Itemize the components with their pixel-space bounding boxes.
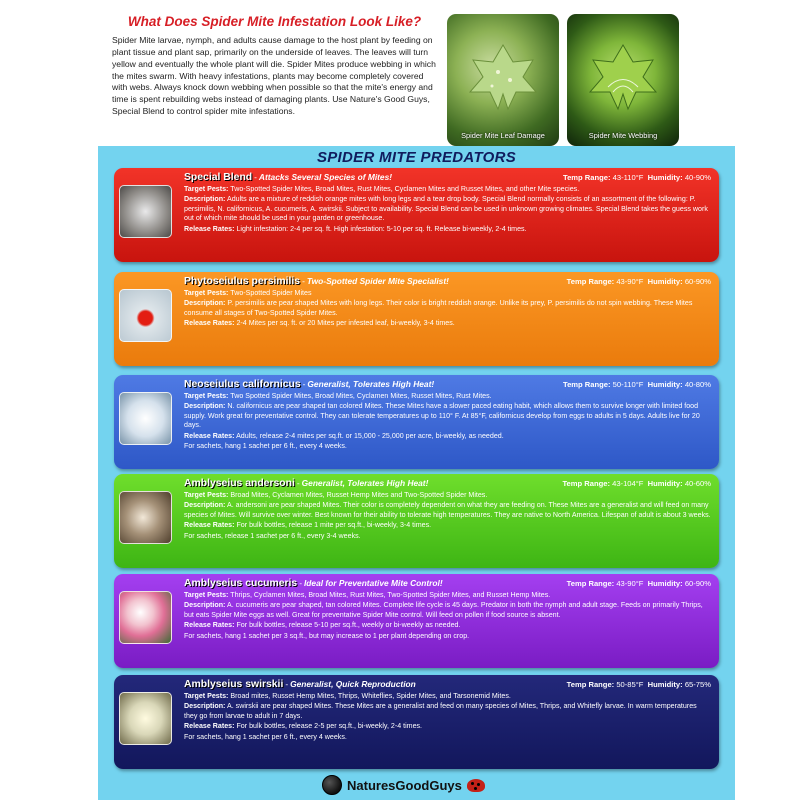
predator-name: Amblyseius cucumeris xyxy=(184,578,298,589)
release-rates: 2-4 Mites per sq. ft. or 20 Mites per infested leaf, bi-weekly, 3-4 times. xyxy=(236,319,455,328)
leaf-icon xyxy=(468,42,538,112)
target-pests: Two Spotted Spider Mites, Broad Mites, Cyclamen Mites, Russet Mites, Rust Mites. xyxy=(230,392,492,400)
temp-range: 50-110°F xyxy=(612,380,644,389)
photo-caption: Spider Mite Webbing xyxy=(588,131,658,140)
description: A. andersoni are pear shaped Mites. Their color is completely dependent on what they are feeding on. These Mites are a generalist and will feed on many species of Mites. Will survive over winter. Best known for their ability to tolerate high temperatures. They are native to North America. Lifespan of adult is about 3 weeks. xyxy=(184,501,711,519)
sachet-note: For sachets, hang 1 sachet per 6 ft., every 4 weeks. xyxy=(184,442,347,451)
release-rates: For bulk bottles, release 2-5 per sq.ft., bi-weekly, 2-4 times. xyxy=(236,722,423,731)
globe-icon xyxy=(322,775,342,795)
intro-text: Spider Mite larvae, nymph, and adults cause damage to the host plant by feeding on plant tissue and plant sap, primarily on the underside of leaves. The leaves will turn yellow and eventually the whole plant will die. Spider Mites produce webbing in which the mites swarm. With heavy infestations, plants may become completely covered with webs. Always knock down webbing when possible so that the mite's energy and time is spent rebuilding webs instead of damaging plants. Use Nature's Good Guys, Special Blend to control spider mite infestations. xyxy=(112,35,436,117)
predator-card: Special Blend - Attacks Several Species of Mites! Temp Range: 43-110°F Humidity: 40-90% Target Pests: Two-Spotted Spider Mites, Broad Mites, Rust Mites, Cyclamen Mites and Russet Mites, and other Mite species. Description: Adults are a mixture of reddish orange mites with long legs and a tear drop body. Special Blend normally consists of an assortment of the following: P. persimilis, N. californicus, A. cucumeris, A. swirskii. Subject to availability. Special Blend can be used in unknown growing climates. Special Blend takes the guess work out of which mite should be used in your garden or greenhouse. Release Rates: Light infestation: 2-4 per sq. ft. High infestation: 5-10 per sq. ft. Release bi-weekly, 2-4 times. xyxy=(114,168,719,262)
target-pests: Two-Spotted Spider Mites xyxy=(230,289,312,297)
target-pests: Two-Spotted Spider Mites, Broad Mites, Rust Mites, Cyclamen Mites and Russet Mites, and other Mite species. xyxy=(230,185,580,193)
target-pests: Broad mites, Russet Hemp Mites, Thrips, Whiteflies, Spider Mites, and Tarsonemid Mites. xyxy=(230,692,511,700)
predator-card: Neoseiulus californicus - Generalist, Tolerates High Heat! Temp Range: 50-110°F Humidity: 40-80% Target Pests: Two Spotted Spider Mites, Broad Mites, Cyclamen Mites, Russet Mites, Rust Mites. Description: N. californicus are pear shaped tan colored Mites. These Mites have a slower paced eating habit, which allows them to survive longer with limited food supply. Work great for preventative control. They can tolerate temperatures up to 110° F. At 85°F, californicus develop from eggs to adults in 5 days. Adults live for 20 days. Release Rates: Adults, release 2-4 mites per sq.ft. or 15,000 - 25,000 per acre, bi-weekly, as needed. For sachets, hang 1 sachet per 6 ft., every 4 weeks. xyxy=(114,375,719,469)
description: N. californicus are pear shaped tan colored Mites. These Mites have a slower paced eating habit, which allows them to survive longer with limited food supply. Work great for preventative control. They can tolerate temperatures up to 110° F. At 85°F, californicus develop from eggs to adults in 5 days. Adults live for 20 days. xyxy=(184,402,700,430)
humidity-range: 65-75% xyxy=(684,680,711,689)
description: Adults are a mixture of reddish orange mites with long legs and a tear drop body. Special Blend normally consists of an assortment of the following: P. persimilis, N. californicus, A. cucumeris, A. swirskii. Subject to availability. Special Blend can be used in unknown growing climates. Special Blend takes the guess work out of which mite should be used in your garden or greenhouse. xyxy=(184,195,708,223)
predator-tagline: Generalist, Quick Reproduction xyxy=(290,679,416,689)
ladybug-icon xyxy=(467,779,485,792)
intro-section xyxy=(112,14,437,118)
leaf-icon xyxy=(588,42,658,112)
intro-title: What Does Spider Mite Infestation Look Like? xyxy=(127,14,422,29)
predator-name: Amblyseius andersoni xyxy=(184,478,295,489)
release-rates: Light infestation: 2-4 per sq. ft. High infestation: 5-10 per sq. ft. Release bi-weekly, 2-4 times. xyxy=(236,224,527,233)
photo-caption: Spider Mite Leaf Damage xyxy=(461,131,545,140)
temp-range: 43-110°F xyxy=(612,173,644,182)
predator-photo xyxy=(119,289,172,342)
humidity-range: 60-90% xyxy=(684,579,711,588)
sachet-note: For sachets, hang 1 sachet per 6 ft., every 4 weeks. xyxy=(184,732,347,741)
sachet-note: For sachets, hang 1 sachet per 3 sq.ft., but may increase to 1 per plant depending on crop. xyxy=(184,631,470,640)
panel-title: SPIDER MITE PREDATORS xyxy=(316,149,517,166)
predator-photo xyxy=(119,185,172,238)
sachet-note: For sachets, release 1 sachet per 6 ft., every 3-4 weeks. xyxy=(184,531,361,540)
humidity-range: 40-60% xyxy=(684,479,711,488)
predator-photo xyxy=(119,392,172,445)
predator-name: Special Blend xyxy=(184,172,253,183)
release-rates: For bulk bottles, release 1 mite per sq.ft., bi-weekly, 3-4 times. xyxy=(236,521,432,530)
temp-range: 50-85°F xyxy=(616,680,644,689)
predator-card: Phytoseiulus persimilis - Two-Spotted Spider Mite Specialist! Temp Range: 43-90°F Humidity: 60-90% Target Pests: Two-Spotted Spider Mites Description: P. persimilis are pear shaped Mites with long legs. Their color is bright reddish orange. Unlike its prey, P. persimilis do not spin webbing. These Mites consume all stages of Two-Spotted Spider Mites. Release Rates: 2-4 Mites per sq. ft. or 20 Mites per infested leaf, bi-weekly, 3-4 times. xyxy=(114,272,719,366)
humidity-range: 40-80% xyxy=(684,380,711,389)
predator-tagline: Two-Spotted Spider Mite Specialist! xyxy=(306,276,449,286)
target-pests: Thrips, Cyclamen Mites, Broad Mites, Rust Mites, Two-Spotted Spider Mites, and Russet Hemp Mites. xyxy=(230,591,551,599)
brand-logo xyxy=(322,775,485,795)
humidity-range: 40-90% xyxy=(684,173,711,182)
predator-card: Amblyseius andersoni - Generalist, Tolerates High Heat! Temp Range: 43-104°F Humidity: 40-60% Target Pests: Broad Mites, Cyclamen Mites, Russet Hemp Mites and Two-Spotted Spider Mites. Description: A. andersoni are pear shaped Mites. Their color is completely dependent on what they are feeding on. These Mites are a generalist and will feed on many species of Mites. Will survive over winter. Best known for their ability to tolerate high temperatures. They are native to North America. Lifespan of adult is about 3 weeks. Release Rates: For bulk bottles, release 1 mite per sq.ft., bi-weekly, 3-4 times. For sachets, release 1 sachet per 6 ft., every 3-4 weeks. xyxy=(114,474,719,568)
release-rates: Adults, release 2-4 mites per sq.ft. or 15,000 - 25,000 per acre, bi-weekly, as needed. xyxy=(236,431,504,440)
predator-tagline: Ideal for Preventative Mite Control! xyxy=(303,578,443,588)
predator-photo xyxy=(119,491,172,544)
predator-card: Amblyseius swirskii - Generalist, Quick Reproduction Temp Range: 50-85°F Humidity: 65-75% Target Pests: Broad mites, Russet Hemp Mites, Thrips, Whiteflies, Spider Mites, and Tarsonemid Mites. Description: A. swirskii are pear shaped Mites. These Mites are a generalist and feed on many species of Mites, Thrips, and Whitefly larvae. In warm temperatures they go from larvae to adult in 7 days. Release Rates: For bulk bottles, release 2-5 per sq.ft., bi-weekly, 2-4 times. For sachets, hang 1 sachet per 6 ft., every 4 weeks. xyxy=(114,675,719,769)
release-rates: For bulk bottles, release 5-10 per sq.ft., weekly or bi-weekly as needed. xyxy=(236,621,461,630)
predator-tagline: Generalist, Tolerates High Heat! xyxy=(307,379,435,389)
predator-photo xyxy=(119,591,172,644)
predator-name: Neoseiulus californicus xyxy=(184,379,301,390)
predator-tagline: Attacks Several Species of Mites! xyxy=(258,172,393,182)
predator-name: Phytoseiulus persimilis xyxy=(184,276,301,287)
target-pests: Broad Mites, Cyclamen Mites, Russet Hemp Mites and Two-Spotted Spider Mites. xyxy=(230,491,488,499)
description: A. cucumeris are pear shaped, tan colored Mites. Complete life cycle is 45 days. Predator in both the nymph and adult stage. Feeds on primarily Thrips, but eats Spider Mite eggs as well. Great for preventative Spider Mite control. Will feed on pollen if food source is absent. xyxy=(184,601,703,619)
predator-photo xyxy=(119,692,172,745)
leaf-damage-photo xyxy=(447,14,559,146)
brand-name: NaturesGoodGuys xyxy=(347,777,462,793)
webbing-photo xyxy=(567,14,679,146)
temp-range: 43-104°F xyxy=(612,479,644,488)
predator-name: Amblyseius swirskii xyxy=(184,679,284,690)
predator-card: Amblyseius cucumeris - Ideal for Preventative Mite Control! Temp Range: 43-90°F Humidity: 60-90% Target Pests: Thrips, Cyclamen Mites, Broad Mites, Rust Mites, Two-Spotted Spider Mites, and Russet Hemp Mites. Description: A. cucumeris are pear shaped, tan colored Mites. Complete life cycle is 45 days. Predator in both the nymph and adult stage. Feeds on primarily Thrips, but eats Spider Mite eggs as well. Great for preventative Spider Mite control. Will feed on pollen if food source is absent. Release Rates: For bulk bottles, release 5-10 per sq.ft., weekly or bi-weekly as needed. For sachets, hang 1 sachet per 3 sq.ft., but may increase to 1 per plant depending on crop. xyxy=(114,574,719,668)
predator-tagline: Generalist, Tolerates High Heat! xyxy=(301,478,429,488)
humidity-range: 60-90% xyxy=(684,277,711,286)
temp-range: 43-90°F xyxy=(616,277,644,286)
description: A. swirskii are pear shaped Mites. These Mites are a generalist and feed on many species of Mites, Thrips, and Whitefly larvae. In warm temperatures they go from larvae to adult in 7 days. xyxy=(184,702,697,720)
temp-range: 43-90°F xyxy=(616,579,644,588)
predators-panel xyxy=(98,146,735,800)
description: P. persimilis are pear shaped Mites with long legs. Their color is bright reddish orange. Unlike its prey, P. persimilis do not spin webbing. These Mites consume all stages of Two-Spotted Spider Mites. xyxy=(184,299,693,317)
